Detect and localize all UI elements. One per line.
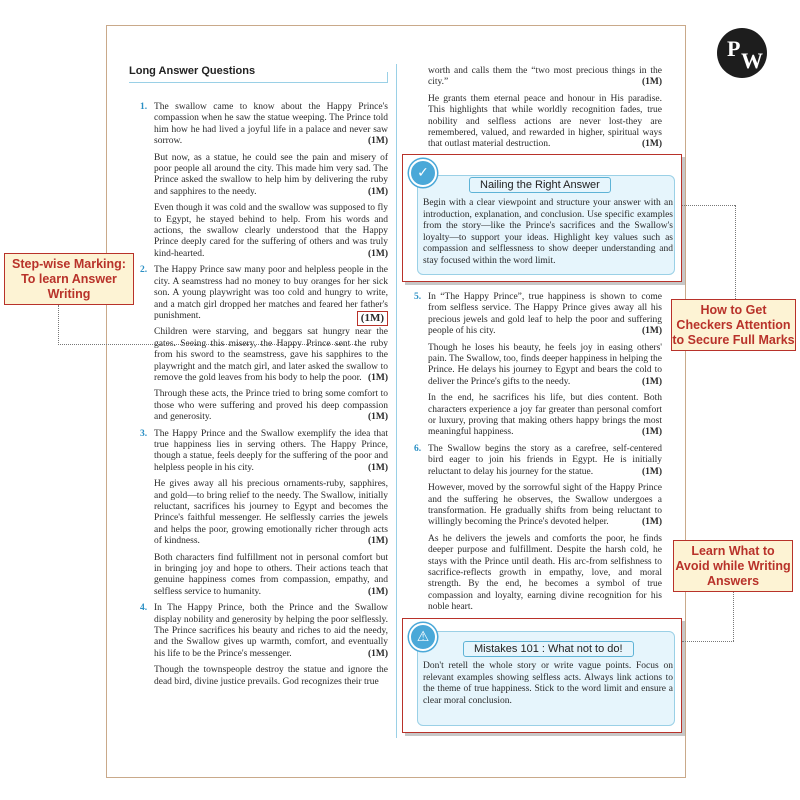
answer-paragraph: [154, 479, 388, 547]
question-number: 2.: [140, 265, 148, 276]
mark-label: (1M): [367, 536, 388, 547]
answer-paragraph: [428, 483, 662, 529]
answer-text: However, moved by the sorrowful sight of the Happy Prince and the suffering he observes, the Swallow undergoes a transformation. He gradually shifts from being reluctant to willingly becoming the Prince's devoted helper.: [428, 483, 662, 528]
answer-text: The Swallow begins the story as a carefree, self-centered bird eager to join his friends in Egypt. He is initially reluctant to delay his journey for the statue.: [428, 443, 662, 477]
answer-text: Even though it was cold and the swallow was supposed to fly to Egypt, he stayed behind to help. From his words and actions, the swallow clearly understood that the Happy Prince deeply cared for the suffering of others and was truly kind-hearted.: [154, 203, 388, 259]
callout-avoid-mistakes: Learn What to Avoid while Writing Answers: [673, 540, 793, 592]
mark-label: (1M): [367, 462, 388, 473]
mark-label: (1M): [641, 326, 662, 337]
mark-label: (1M): [641, 139, 662, 150]
answer-text: The Happy Prince and the Swallow exemplify the idea that true happiness lies in serving others. The Happy Prince, though a statue, feels deeply for the suffering of the poor and helpless people in his city.: [154, 428, 388, 473]
answer-paragraph: [428, 444, 662, 478]
mark-label: (1M): [641, 517, 662, 528]
mistake-box-text: Don't retell the whole story or write vague points. Focus on relevant examples showing selfless acts. Always link actions to the theme of true happiness. Stick to the word limit and ensure a clear moral conclusion.: [423, 661, 673, 706]
answer-paragraph: [428, 534, 662, 614]
answer-paragraph: [154, 102, 388, 148]
mark-label: (1M): [367, 648, 388, 659]
mistake-box: [402, 618, 682, 733]
tip-box: [402, 154, 682, 282]
question-item: [414, 292, 662, 439]
connector-checkers-horizontal: [682, 205, 735, 206]
mark-label: (1M): [367, 412, 388, 423]
right-column-answers: [414, 292, 662, 619]
answer-text: Though he loses his beauty, he feels joy in easing others' pain. The Swallow, too, finds deeper happiness in helping the Prince. He delays his journey to Egypt and bears the cold to deliver the Prince's gifts to the needy.: [428, 342, 662, 387]
connector-checkers-vertical: [735, 205, 736, 299]
logo-letter-w: W: [741, 48, 763, 73]
answer-text: worth and calls them the “two most precious things in the city.”: [428, 66, 662, 88]
question-number: 5.: [414, 292, 422, 302]
mark-label: (1M): [367, 372, 388, 383]
answer-text: In the end, he sacrifices his life, but dies content. Both characters experience a joy far greater than personal comfort or luxury, proving that making others happy brings the most meaningful happiness.: [428, 393, 662, 438]
question-item: [140, 429, 388, 599]
answer-paragraph: [154, 327, 388, 384]
mark-label: (1M): [367, 248, 388, 259]
answer-text: But now, as a statue, he could see the pain and misery of poor people all around the city. This made him very sad. The Prince asked the swallow to help him by delivering the ruby and sapphires to the needy.: [154, 152, 388, 197]
question-number: 4.: [140, 603, 148, 614]
answer-text: He gives away all his precious ornaments-ruby, sapphires, and gold—to bring relief to the needy. The Swallow, initially reluctant, sacrifices his journey to Egypt and becomes the Prince's faithful messenger. He selflessly carries the jewels and helps the poor, growing emotionally richer through acts of kindness.: [154, 479, 388, 547]
answer-paragraph: [428, 66, 662, 89]
connector-stepwise-vertical: [58, 305, 59, 345]
answer-text: As he delivers the jewels and comforts the poor, he finds deeper purpose and fulfillment. Despite the harsh cold, he stays with the Prince until death. His arc-from selfishness to sacrifice-reflects growth in empathy, love, and moral strength. By the end, he becomes a symbol of true compassion and loyalty, earning divine recognition for his noble heart.: [428, 533, 662, 613]
left-column: [140, 102, 388, 693]
answer-paragraph: [154, 203, 388, 260]
mark-label: (1M): [367, 186, 388, 197]
question-item: [414, 444, 662, 614]
answer-paragraph: [154, 603, 388, 660]
question-number: 3.: [140, 428, 148, 439]
question-number: 1.: [140, 102, 148, 112]
answer-text: In “The Happy Prince”, true happiness is shown to come from selfless service. The Happy Prince gives away all his precious jewels and gold leaf to help the poor and suffering people of his city.: [428, 292, 662, 337]
logo-letter-p: P: [727, 36, 741, 61]
answer-text: The Happy Prince saw many poor and helpless people in the city. A seamstress had no money to buy oranges for her sick son. A young playwright was too cold and hungry to write, and a match girl dropped her matches and feared her father's punishment.: [154, 265, 388, 321]
mark-label: (1M): [641, 77, 662, 88]
question-item: [140, 102, 388, 260]
question-number: 6.: [414, 443, 422, 454]
answer-paragraph: [428, 343, 662, 389]
answer-paragraph: [428, 292, 662, 338]
answer-text: In The Happy Prince, both the Prince and the Swallow display nobility and generosity by helping the poor selflessly. The Prince sacrifices his beauty and riches to aid the needy, and the Swallow gives up warmth, comfort, and eventually his life to be the Prince's messenger.: [154, 603, 388, 659]
mark-label: (1M): [367, 136, 388, 147]
highlighted-mark-badge: (1M): [357, 311, 388, 326]
answer-paragraph: [154, 429, 388, 475]
column-divider: [396, 64, 397, 738]
callout-checkers-attention: How to Get Checkers Attention to Secure Full Marks: [671, 299, 796, 351]
answer-paragraph: [154, 265, 388, 322]
section-title: Long Answer Questions: [129, 65, 256, 77]
answer-text: Children were starving, and beggars sat hungry near the gates. Seeing this misery, the Happy Prince sent the ruby from his sword to the seamstress, gave his sapphires to the playwright and the match girl, and later asked the swallow to remove the gold leaves from his body to help the poor.: [154, 327, 388, 383]
mistake-box-title: Mistakes 101 : What not to do!: [463, 641, 634, 657]
target-check-icon: ✓: [409, 159, 437, 187]
answer-paragraph: [154, 553, 388, 599]
mark-label: (1M): [641, 466, 662, 477]
answer-paragraph: [428, 393, 662, 439]
section-title-underline: [129, 82, 387, 83]
section-title-tick: [387, 72, 388, 83]
answer-text: Though the townspeople destroy the statue and ignore the dead bird, divine justice prevails. God recognizes their true: [154, 665, 388, 687]
answer-text: The swallow came to know about the Happy Prince's compassion when he saw the statue weeping. The Prince told him how he had lived a joyful life in a palace and never saw sorrow.: [154, 102, 388, 147]
mark-label: (1M): [641, 376, 662, 387]
connector-stepwise-horizontal: [58, 344, 363, 345]
answer-text: Both characters find fulfillment not in personal comfort but in bringing joy and hope to others. Their actions teach that genuine happiness comes from compassion, empathy, and selfless service to humanity.: [154, 552, 388, 597]
mark-label: (1M): [367, 586, 388, 597]
answer-paragraph: [154, 153, 388, 199]
connector-avoid-horizontal: [682, 641, 734, 642]
answer-paragraph: [154, 665, 388, 688]
right-column-top: [428, 66, 662, 156]
warning-icon: ⚠: [409, 623, 437, 651]
question-item: [140, 603, 388, 688]
mark-label: (1M): [641, 427, 662, 438]
tip-box-text: Begin with a clear viewpoint and structure your answer with an introduction, explanation, and conclusion. Use specific examples from the story—like the Prince's sacrifices and the Swallow's loyalty—to support your ideas. Highlight key values such as compassion and selflessness to show deeper understanding and stay focused within the word limit.: [423, 198, 673, 266]
answer-paragraph: [154, 389, 388, 423]
answer-text: He grants them eternal peace and honour in His paradise. This highlights that while worldly recognition fades, true nobility and selfless actions are never lost-they are remembered, valued, and rewarded in higher, spiritual ways that outlast material destruction.: [428, 93, 662, 150]
callout-stepwise-marking: Step-wise Marking: To learn Answer Writing: [4, 253, 134, 305]
connector-avoid-vertical: [733, 592, 734, 641]
answer-text: Through these acts, the Prince tried to bring some comfort to those who were suffering and proved his deep compassion and generosity.: [154, 389, 388, 423]
pw-logo: [717, 28, 767, 78]
answer-paragraph: [428, 94, 662, 151]
tip-box-title: Nailing the Right Answer: [469, 177, 611, 193]
